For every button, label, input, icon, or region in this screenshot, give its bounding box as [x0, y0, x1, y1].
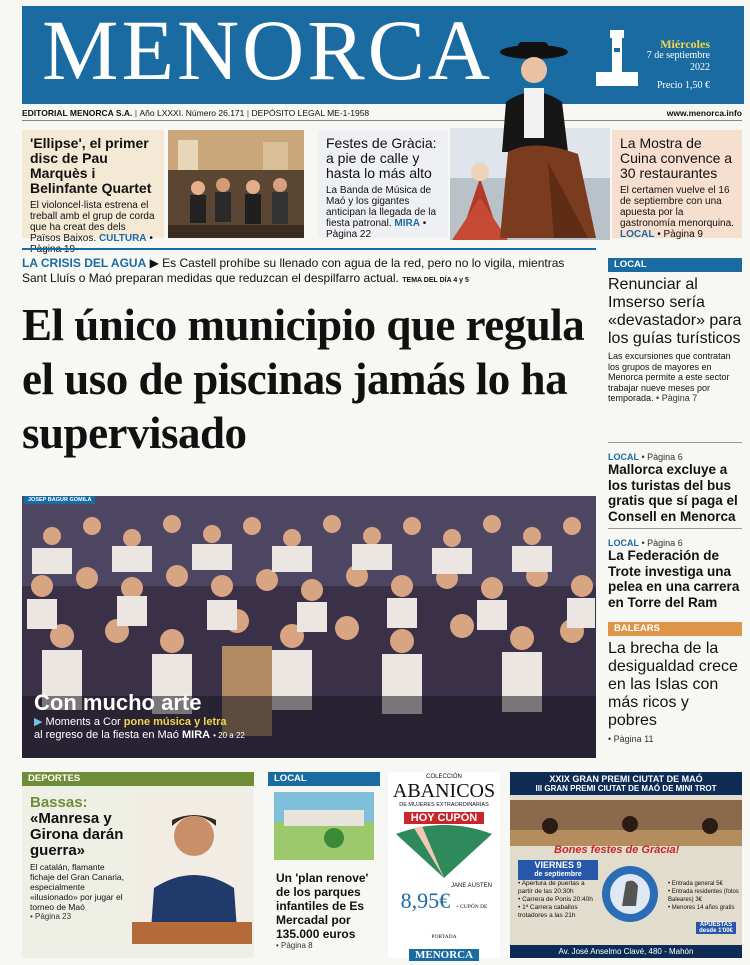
ad-price: 8,95€ [400, 888, 451, 913]
section-tag-balears: BALEARS [608, 622, 742, 636]
ad-brand: MENORCA [409, 949, 479, 961]
story-federacion-trote[interactable]: LOCAL • Pàgina 6 La Federación de Trote investiga una pelea en una carrera en Torre del Ram [608, 538, 742, 610]
ad-badge: APUESTAS desde 1'00€ [696, 922, 736, 934]
date-day: 7 de septiembre [646, 50, 710, 61]
story-mallorca-bus[interactable]: LOCAL • Pàgina 6 Mallorca excluye a los turistas del bus gratis que sí paga el Consell en Menorca [608, 452, 742, 524]
main-headline[interactable]: El único municipio que regula el uso de piscinas jamás lo ha supervisado [22, 300, 585, 458]
kicker-text: Es Castell prohíbe su llenado con agua de la red, pero no lo vigila, mientras Sant Lluís o Maó preparan medidas que reduzcan el despilfarro actual. [22, 256, 565, 285]
local-parques-box[interactable] [268, 772, 380, 958]
ad-coleccion: COLECCIÓN [426, 774, 462, 780]
local-page: • Pàgina 8 [276, 941, 313, 950]
ad-subtitle: DE MUJERES EXTRAORDINARIAS [399, 802, 489, 808]
arrow-icon: ▶ [149, 256, 159, 270]
legal-deposit: DEPÓSITO LEGAL ME-1-1958 [251, 108, 370, 118]
ad-cupon: HOY CUPÓN [404, 812, 484, 824]
park-photo [274, 792, 374, 860]
teaser-title: La Mostra de Cuina convence a 30 restaurantes [620, 135, 733, 181]
divider [608, 528, 742, 529]
issue-date [628, 38, 710, 92]
player-photo [132, 792, 252, 944]
section-tag-deportes: DEPORTES [22, 772, 254, 786]
newspaper-title[interactable]: MENORCA [42, 2, 494, 98]
story-title: La brecha de la desigualdad crece en las Islas con más ricos y pobres [608, 640, 738, 729]
ad-address: Av. José Anselmo Clavé, 480 - Mahón [510, 945, 742, 958]
deportes-box[interactable] [22, 772, 254, 958]
weekday: Miércoles [660, 37, 710, 51]
caption-text: ▶ Moments a Cor pone música y letra al regreso de la fiesta en Maó MIRA • 20 a 22 [34, 716, 245, 741]
deportes-page: • Pàgina 23 [30, 912, 72, 921]
trot-race-photo [510, 800, 742, 846]
story-body: Las excursiones que contratan los grupos de mayores en Menorca permite a este sector trabajar nueve meses por temporada. • Pàgina 7 [608, 351, 731, 403]
story-title: Renunciar al Imserso sería «devastador» para los guías turísticos [608, 276, 742, 347]
deportes-name: Bassas: [30, 794, 88, 811]
teaser-title: Festes de Gràcia: a pie de calle y hasta lo más alto [326, 135, 437, 181]
ad-day: VIERNES 9 [534, 860, 582, 870]
fan-illustration [394, 824, 494, 878]
ad-entry3: • Menores 14 años gratis [668, 905, 735, 911]
arrow-icon: ▶ [34, 716, 43, 728]
ad-price-note: + CUPÓN DE PORTADA [431, 904, 488, 940]
ad-name: JANE AUSTEN [450, 883, 492, 889]
publisher: EDITORIAL MENORCA S.A. [22, 108, 133, 118]
divider [22, 248, 596, 250]
deportes-body: El catalán, flamante fichaje del Gran Canaria, especialmente «ilusionado» por jugar el torneo de Maó [30, 862, 125, 912]
water-crisis-kicker[interactable] [22, 256, 586, 288]
ad-festes: Bones festes de Gràcia! [554, 844, 680, 856]
story-desigualdad[interactable] [608, 640, 742, 745]
ad-info1: • Apertura de puertas a partir de las 20:30h [518, 880, 585, 895]
local-title: Un 'plan renove' de los parques infantiles de Es Mercadal por 135.000 euros [276, 871, 369, 941]
ad-entry1: • Entrada general 5€ [668, 881, 723, 887]
section-tag-local: LOCAL [268, 772, 380, 786]
deportes-quote: «Manresa y Girona darán guerra» [30, 810, 124, 859]
concert-photo [168, 130, 304, 238]
story-page: • Pàgina 11 [608, 734, 654, 744]
divider [608, 442, 742, 443]
horse-emblem-icon [600, 864, 660, 924]
teaser-body: El violoncel·lista estrena el treball amb el grup de corda que ha creat des dels Països Baixos. CULTURA • [30, 200, 155, 244]
photo-credit: JOSEP BAGUR GOMILA [24, 496, 95, 504]
photo-caption[interactable] [34, 690, 354, 742]
ad-gran-premi[interactable] [510, 772, 742, 958]
ad-month: de septiembre [534, 871, 582, 878]
ad-line1: XXIX GRAN PREMI CIUTAT DE MAÓ [510, 772, 742, 784]
ad-entry2: • Entrada residentes (fotos Baleares) 3€ [668, 889, 739, 903]
section-tag-local: LOCAL [608, 258, 742, 272]
website-link[interactable]: www.menorca.info [666, 108, 742, 118]
teaser-mostra-cuina[interactable] [612, 130, 742, 238]
caption-title: Con mucho arte [34, 690, 202, 715]
giant-figure-illustration [498, 42, 598, 238]
kicker-label: LA CRISIS DEL AGUA [22, 256, 147, 270]
ad-info2: • Carrera de Ponis 20:40h [518, 896, 593, 903]
kicker-ref: TEMA DEL DÍA 4 y 5 [402, 277, 469, 284]
info-bar: EDITORIAL MENORCA S.A. | Año LXXXI. Número 26.171 | DEPÓSITO LEGAL ME-1-1958 www.menorca.info [22, 105, 742, 121]
teaser-title: 'Ellipse', el primer disc de Pau Marquès i Belinfante Quartet [30, 135, 152, 196]
story-title: Mallorca excluye a los turistas del bus gratis que sí paga el Consell en Menorca [608, 462, 738, 524]
ad-line2: III GRAN PREMI CIUTAT DE MAÓ DE MINI TROT [510, 784, 742, 795]
price: Precio 1,50 € [656, 80, 710, 91]
ad-info3: • 1ª Carrera caballos trotadores a las 21h [518, 904, 578, 919]
story-imserso[interactable] [608, 276, 742, 404]
teaser-festes[interactable] [318, 130, 448, 238]
teaser-cultura[interactable] [22, 130, 164, 244]
teaser-body: La Banda de Música de Maó y los gigantes anticipan la llegada de la fiesta patronal. MIRA • Pàgina 22 [326, 185, 437, 240]
ad-abanicos[interactable] [388, 772, 500, 961]
ad-title: ABANICOS [392, 780, 496, 802]
teaser-body: El certamen vuelve el 16 de septiembre con una apuesta por la gastronomía menorquina. LOCAL • Pàgina 9 [620, 185, 734, 240]
story-title: La Federación de Trote investiga una pelea en una carrera en Torre del Ram [608, 548, 740, 610]
date-year: 2022 [690, 62, 710, 73]
issue-number: Año LXXXI. Número 26.171 [139, 108, 245, 118]
